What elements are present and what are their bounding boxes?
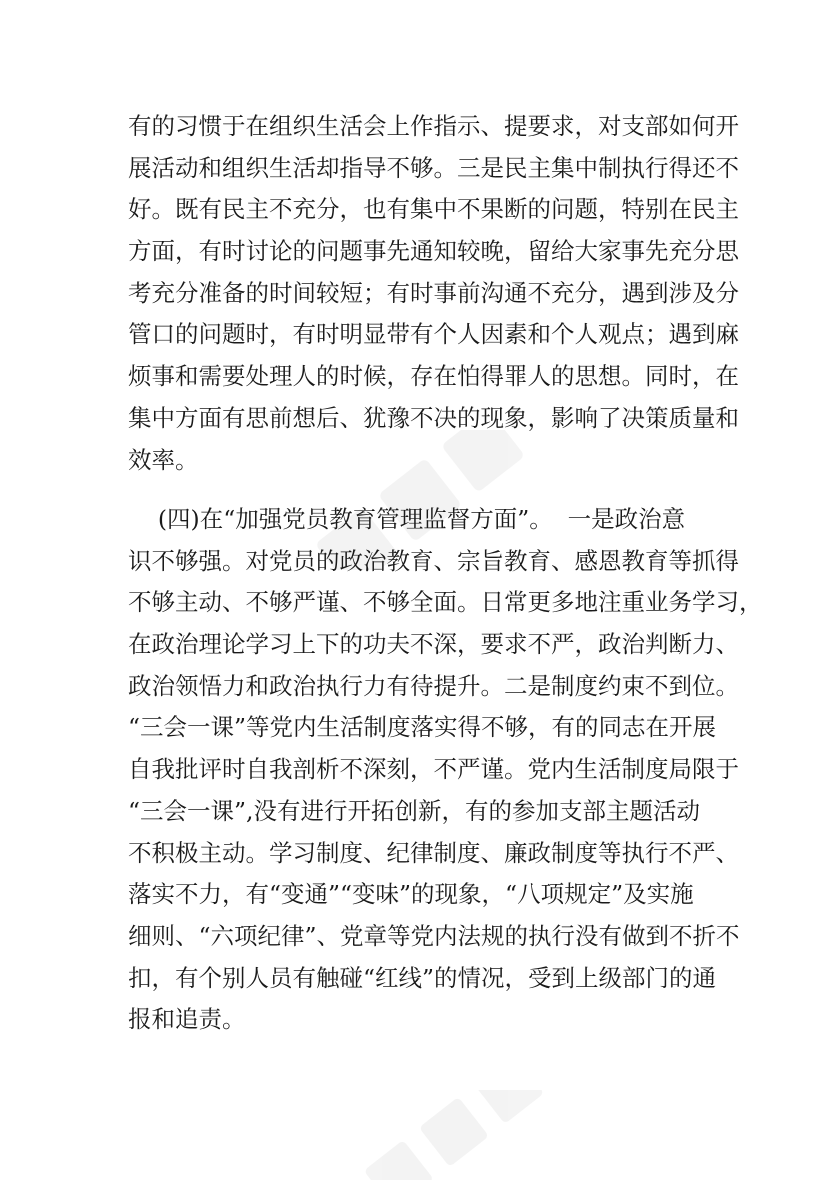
text-line: 方面，有时讨论的问题事先通知较晚，留给大家事先充分思 [128, 237, 739, 266]
text-line: 扣，有个别人员有触碰“红线”的情况，受到上级部门的通 [128, 963, 717, 992]
text-line: 报和追责。 [128, 1005, 246, 1034]
text-line: 烦事和需要处理人的时候，存在怕得罪人的思想。同时，在 [128, 362, 739, 391]
text-line: 不够主动、不够严谨、不够全面。日常更多地注重业务学习， [128, 588, 763, 617]
text-line: 管口的问题时，有时明显带有个人因素和个人观点；遇到麻 [128, 320, 739, 349]
text-line: 集中方面有思前想后、犹豫不决的现象，影响了决策质量和 [128, 403, 739, 432]
watermark-logo-bottom [300, 1090, 600, 1180]
text-line: 细则、“六项纪律”、党章等党内法规的执行没有做到不折不 [128, 921, 740, 950]
text-line: 好。既有民主不充分，也有集中不果断的问题，特别在民主 [128, 195, 739, 224]
text-line: (四)在“加强党员教育管理监督方面”。 一是政治意 [128, 505, 686, 533]
text-line: 在政治理论学习上下的功夫不深，要求不严，政治判断力、 [128, 630, 739, 659]
text-line: 考充分准备的时间较短；有时事前沟通不充分，遇到涉及分 [128, 278, 739, 307]
text-line: 落实不力，有“变通”“变味”的现象，“八项规定”及实施 [128, 880, 694, 909]
text-line: 效率。 [128, 445, 199, 474]
paragraph-2 [128, 499, 763, 1041]
paragraph-1 [128, 106, 739, 481]
text-line: 有的习惯于在组织生活会上作指示、提要求，对支部如何开 [128, 112, 739, 140]
text-line: 识不够强。对党员的政治教育、宗旨教育、感恩教育等抓得 [128, 546, 739, 575]
text-line: 不积极主动。学习制度、纪律制度、廉政制度等执行不严、 [128, 838, 739, 867]
text-line: 展活动和组织生活却指导不够。三是民主集中制执行得还不 [128, 153, 739, 182]
text-line: “三会一课”,没有进行开拓创新，有的参加支部主题活动 [128, 796, 700, 825]
text-line: 自我批评时自我剖析不深刻，不严谨。党内生活制度局限于 [128, 755, 739, 784]
text-line: “三会一课”等党内生活制度落实得不够，有的同志在开展 [128, 713, 717, 742]
text-line: 政治领悟力和政治执行力有待提升。二是制度约束不到位。 [128, 671, 739, 700]
